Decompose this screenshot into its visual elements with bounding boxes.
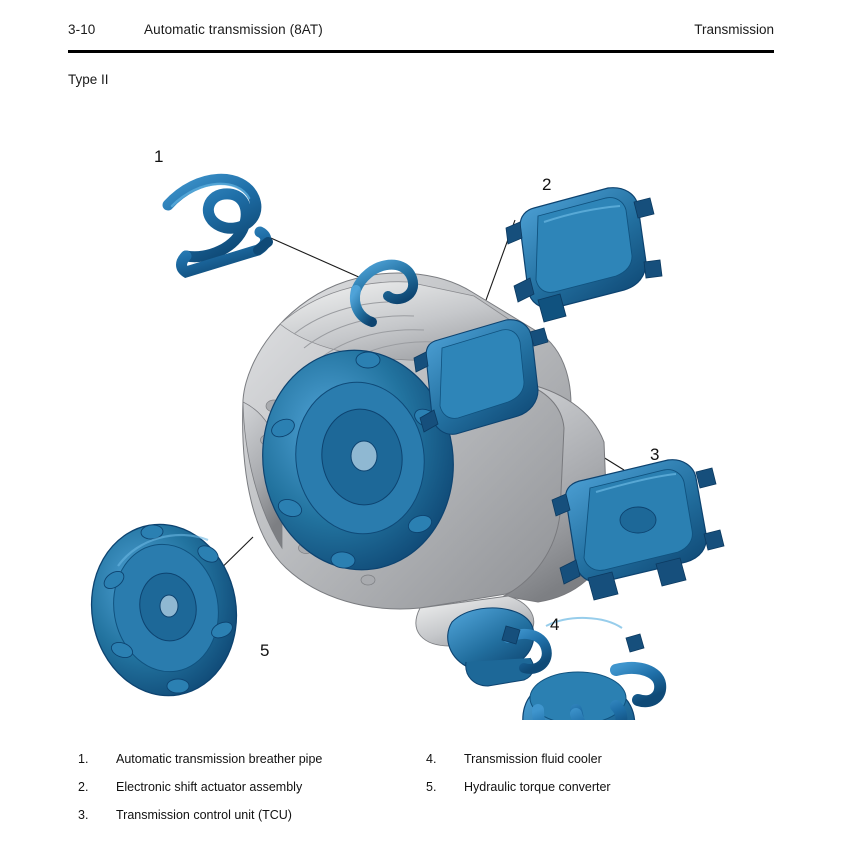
callout-number-2: 2: [542, 175, 552, 194]
part-shift-actuator-detached: [506, 188, 662, 322]
list-item: [78, 808, 428, 836]
legend-label: Automatic transmission breather pipe: [116, 752, 323, 766]
callout-number-3: 3: [650, 445, 660, 464]
legend-column-right: [426, 752, 776, 808]
part-breather-pipe: [168, 179, 268, 272]
legend-label: Hydraulic torque converter: [464, 780, 611, 794]
callout-number-5: 5: [260, 641, 270, 660]
legend-index: 1.: [78, 752, 89, 766]
legend-index: 5.: [426, 780, 437, 794]
legend-label: Electronic shift actuator assembly: [116, 780, 303, 794]
legend-column-left: [78, 752, 428, 836]
legend-index: 4.: [426, 752, 437, 766]
list-item: [426, 752, 776, 780]
callout-number-1: 1: [154, 147, 164, 166]
part-torque-converter: [78, 513, 250, 707]
legend-index: 2.: [78, 780, 89, 794]
header-left-group: [68, 22, 323, 37]
list-item: [426, 780, 776, 808]
page-number: 3-10: [68, 22, 96, 37]
page-header: [68, 22, 774, 52]
list-item: [78, 780, 428, 808]
callout-number-4: 4: [550, 615, 560, 634]
header-divider: [68, 50, 774, 53]
type-label: Type II: [68, 72, 109, 87]
legend-label: Transmission control unit (TCU): [116, 808, 292, 822]
exploded-view-figure: [68, 110, 783, 720]
legend-index: 3.: [78, 808, 89, 822]
chapter-title: Transmission: [694, 22, 774, 37]
legend-label: Transmission fluid cooler: [464, 752, 602, 766]
section-title: Automatic transmission (8AT): [144, 22, 323, 37]
list-item: [78, 752, 428, 780]
